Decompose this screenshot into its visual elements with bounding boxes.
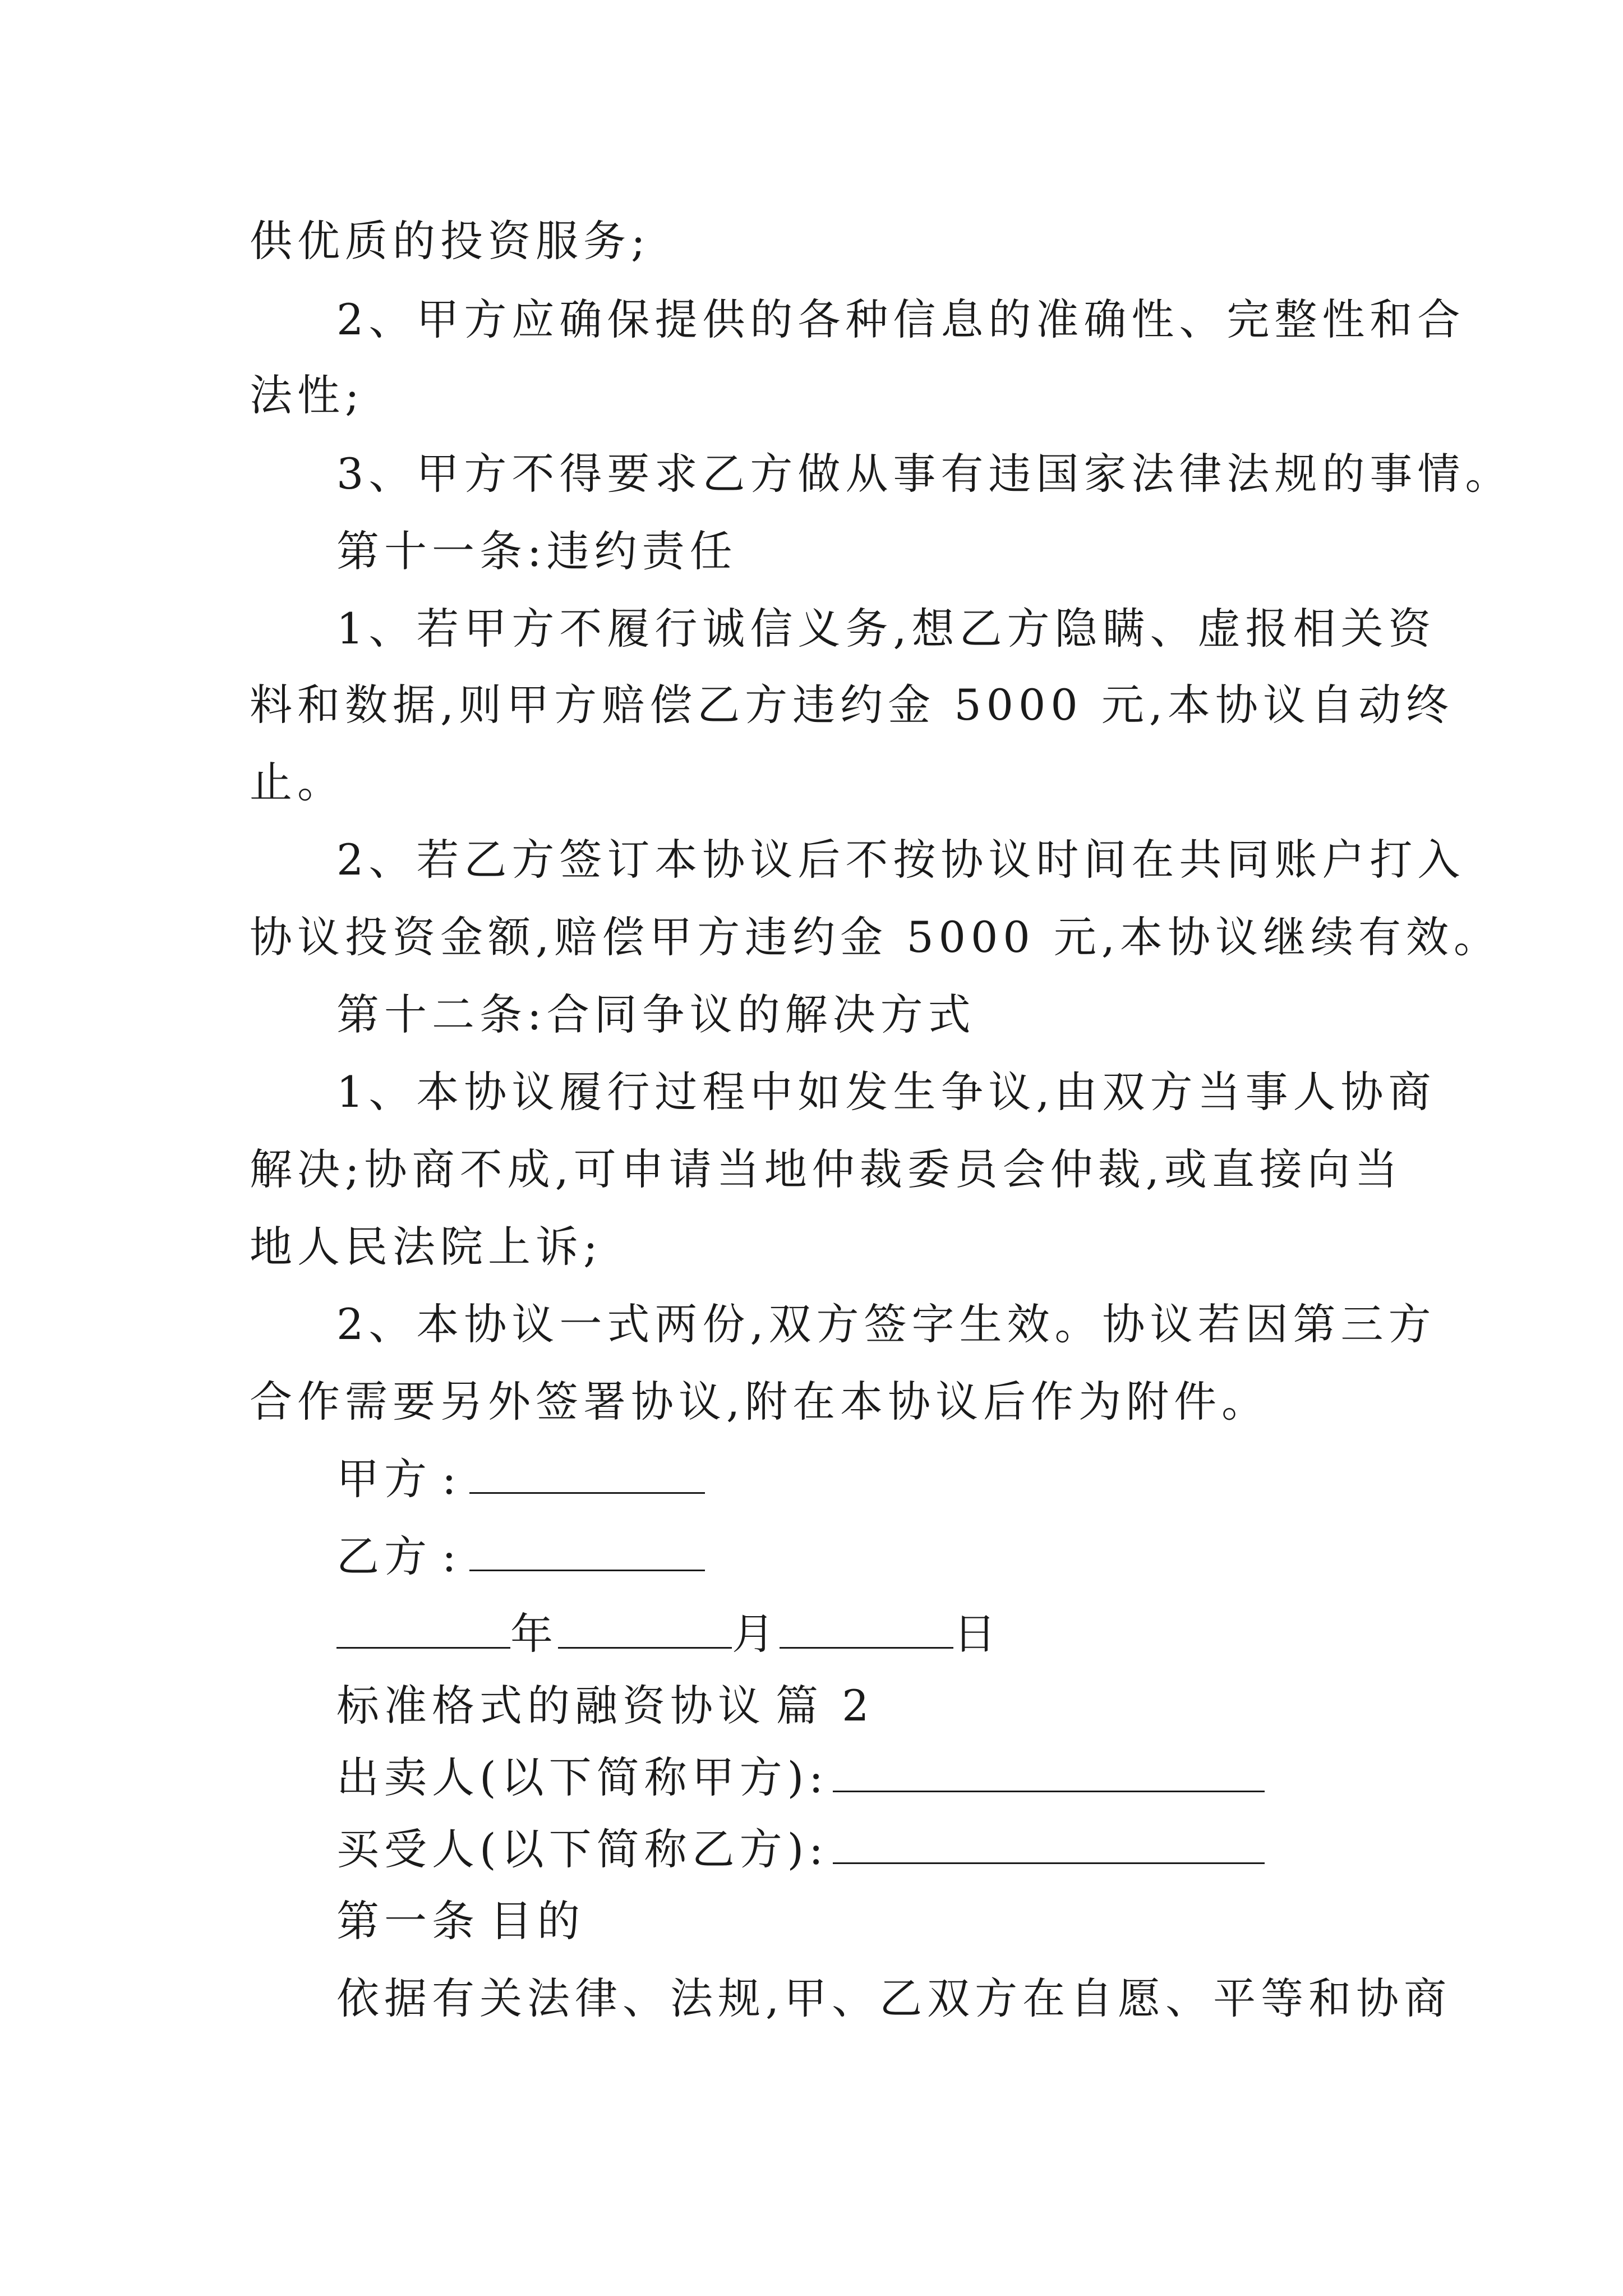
- party-b-label: 乙方: [336, 1531, 432, 1581]
- article-name: 目的: [490, 1896, 585, 1946]
- buyer-line: [336, 1824, 1265, 1875]
- buyer-label: 买受人(以下简称乙方):: [336, 1824, 828, 1874]
- paragraph-line: 解决;协商不成,可申请当地仲裁委员会仲裁,或直接向当: [250, 1144, 1403, 1194]
- section-number: 篇 2: [776, 1681, 874, 1731]
- paragraph-line: 3、甲方不得要求乙方做从事有违国家法律法规的事情。: [336, 449, 1513, 499]
- buyer-blank[interactable]: [833, 1826, 1265, 1864]
- paragraph-line: 1、本协议履行过程中如发生争议,由双方当事人协商: [336, 1067, 1436, 1117]
- paragraph-line: 供优质的投资服务;: [250, 216, 651, 266]
- paragraph-line: 2、若乙方签订本协议后不按协议时间在共同账户打入: [336, 835, 1465, 885]
- month-label: 月: [732, 1609, 780, 1659]
- colon: :: [442, 1454, 462, 1504]
- article-heading: 第十一条:违约责任: [336, 526, 737, 576]
- party-a-label: 甲方: [336, 1454, 432, 1504]
- paragraph-line: 依据有关法律、法规,甲、乙双方在自愿、平等和协商: [336, 1973, 1452, 2023]
- paragraph-line: 料和数据,则甲方赔偿乙方违约金 5000 元,本协议自动终: [250, 680, 1454, 730]
- party-a-signature-line: [336, 1454, 705, 1504]
- month-blank[interactable]: [558, 1611, 732, 1649]
- day-blank[interactable]: [780, 1611, 953, 1649]
- article-heading: 第十二条:合同争议的解决方式: [336, 990, 976, 1039]
- party-a-signature-blank[interactable]: [469, 1456, 705, 1494]
- section-title-text: 标准格式的融资协议: [336, 1681, 766, 1731]
- day-label: 日: [953, 1609, 1001, 1659]
- paragraph-line: 1、若甲方不履行诚信义务,想乙方隐瞒、虚报相关资: [336, 604, 1436, 654]
- paragraph-line: 2、本协议一式两份,双方签字生效。协议若因第三方: [336, 1299, 1436, 1349]
- article-heading: [336, 1896, 585, 1947]
- seller-line: [336, 1752, 1265, 1803]
- colon: :: [442, 1531, 462, 1581]
- year-blank[interactable]: [336, 1611, 510, 1649]
- paragraph-line: 2、甲方应确保提供的各种信息的准确性、完整性和合: [336, 295, 1465, 344]
- year-label: 年: [510, 1609, 558, 1659]
- date-line: [336, 1609, 1001, 1659]
- paragraph-line: 地人民法院上诉;: [250, 1222, 603, 1272]
- seller-blank[interactable]: [833, 1754, 1265, 1792]
- paragraph-line: 法性;: [250, 370, 365, 420]
- paragraph-line: 止。: [250, 757, 345, 807]
- article-number: 第一条: [336, 1896, 479, 1946]
- paragraph-line: 协议投资金额,赔偿甲方违约金 5000 元,本协议继续有效。: [250, 912, 1502, 962]
- party-b-signature-line: [336, 1531, 705, 1582]
- paragraph-line: 合作需要另外签署协议,附在本协议后作为附件。: [250, 1377, 1270, 1427]
- section-title: [336, 1681, 874, 1731]
- party-b-signature-blank[interactable]: [469, 1533, 705, 1571]
- seller-label: 出卖人(以下简称甲方):: [336, 1752, 828, 1802]
